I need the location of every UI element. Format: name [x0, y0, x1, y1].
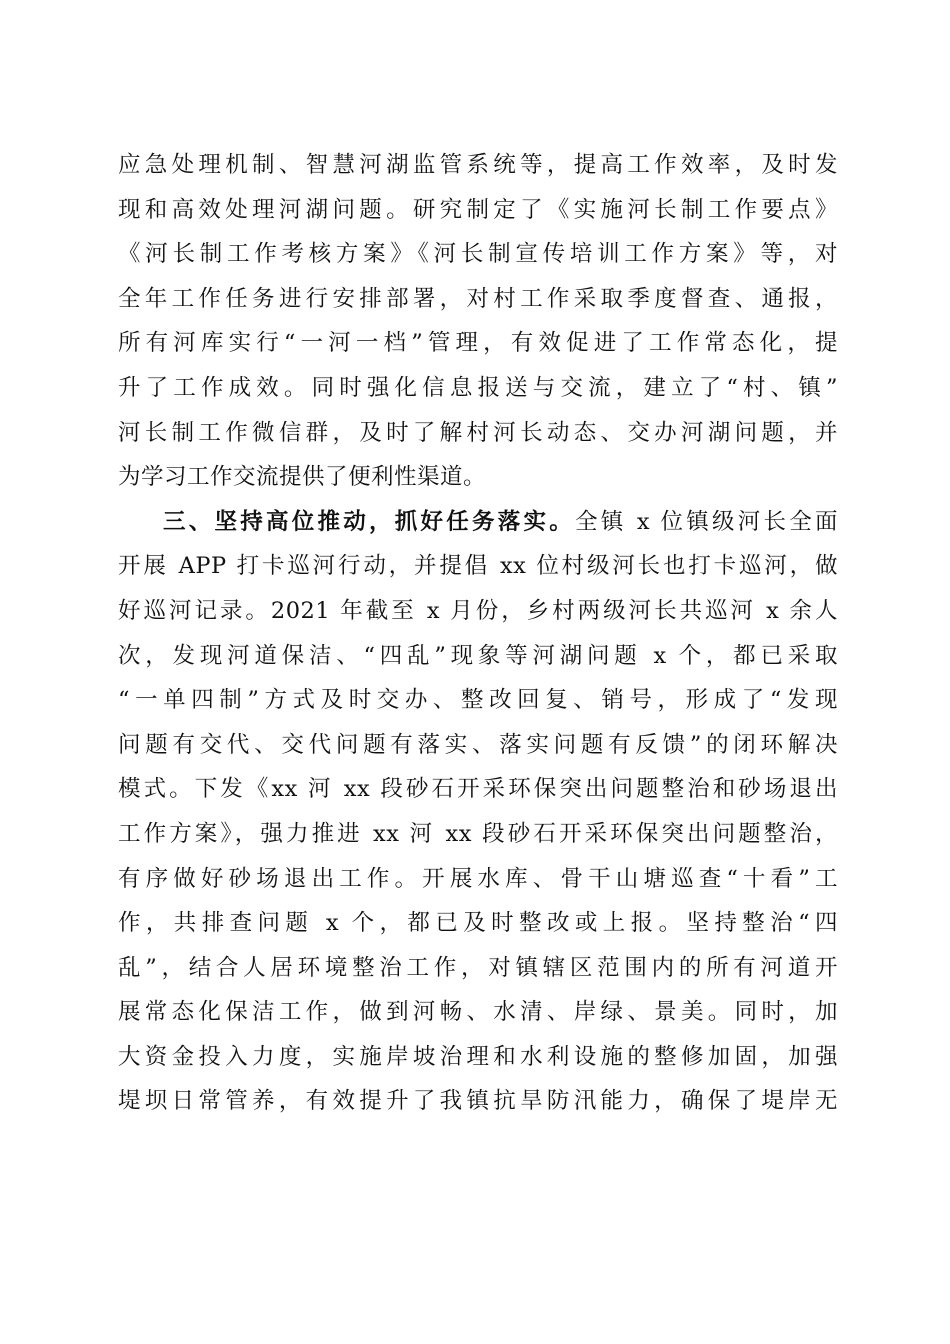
text-line: 好巡河记录。2021 年截至 x 月份，乡村两级河长共巡河 x 余人 [118, 597, 838, 624]
text-line: 展常态化保洁工作，做到河畅、水清、岸绿、景美。同时，加 [118, 999, 838, 1026]
text-line: 所有河库实行“一河一档”管理，有效促进了工作常态化，提 [118, 330, 838, 357]
text-line: 开展 APP 打卡巡河行动，并提倡 xx 位村级河长也打卡巡河，做 [118, 553, 838, 580]
text-line: 《河长制工作考核方案》《河长制宣传培训工作方案》等，对 [118, 241, 838, 268]
text-line: 有序做好砂场退出工作。开展水库、骨干山塘巡查“十看”工 [118, 865, 838, 892]
text-line: 升了工作成效。同时强化信息报送与交流，建立了“村、镇” [118, 374, 838, 401]
text-line: 全年工作任务进行安排部署，对村工作采取季度督查、通报， [118, 285, 838, 312]
paragraph-2 [118, 500, 838, 1124]
text-line: 河长制工作微信群，及时了解村河长动态、交办河湖问题，并 [118, 419, 838, 446]
text-line: 作，共排查问题 x 个，都已及时整改或上报。坚持整治“四 [118, 910, 838, 937]
body-text [118, 143, 838, 1124]
text-line: 大资金投入力度，实施岸坡治理和水利设施的整修加固，加强 [118, 1043, 838, 1070]
text-line: 问题有交代、交代问题有落实、落实问题有反馈”的闭环解决 [118, 731, 838, 758]
text-line [118, 500, 838, 545]
paragraph-1 [118, 143, 838, 500]
text-line: 次，发现河道保洁、“四乱”现象等河湖问题 x 个，都已采取 [118, 642, 838, 669]
text-line: 模式。下发《xx 河 xx 段砂石开采环保突出问题整治和砂场退出 [118, 776, 838, 803]
text-line: 应急处理机制、智慧河湖监管系统等，提高工作效率，及时发 [118, 152, 838, 178]
section-heading: 三、坚持高位推动，抓好任务落实。 [163, 508, 575, 535]
text-line: 工作方案》，强力推进 xx 河 xx 段砂石开采环保突出问题整治， [118, 820, 838, 847]
text-line: 堤坝日常管养，有效提升了我镇抗旱防汛能力，确保了堤岸无 [118, 1088, 838, 1115]
text-line: 现和高效处理河湖问题。研究制定了《实施河长制工作要点》 [118, 196, 838, 223]
text-line: “一单四制”方式及时交办、整改回复、销号，形成了“发现 [118, 687, 838, 714]
heading-line-rest: 全镇 x 位镇级河长全面 [575, 508, 838, 535]
text-line: 为学习工作交流提供了便利性渠道。 [118, 464, 487, 491]
text-line: 乱”，结合人居环境整治工作，对镇辖区范围内的所有河道开 [118, 954, 838, 981]
